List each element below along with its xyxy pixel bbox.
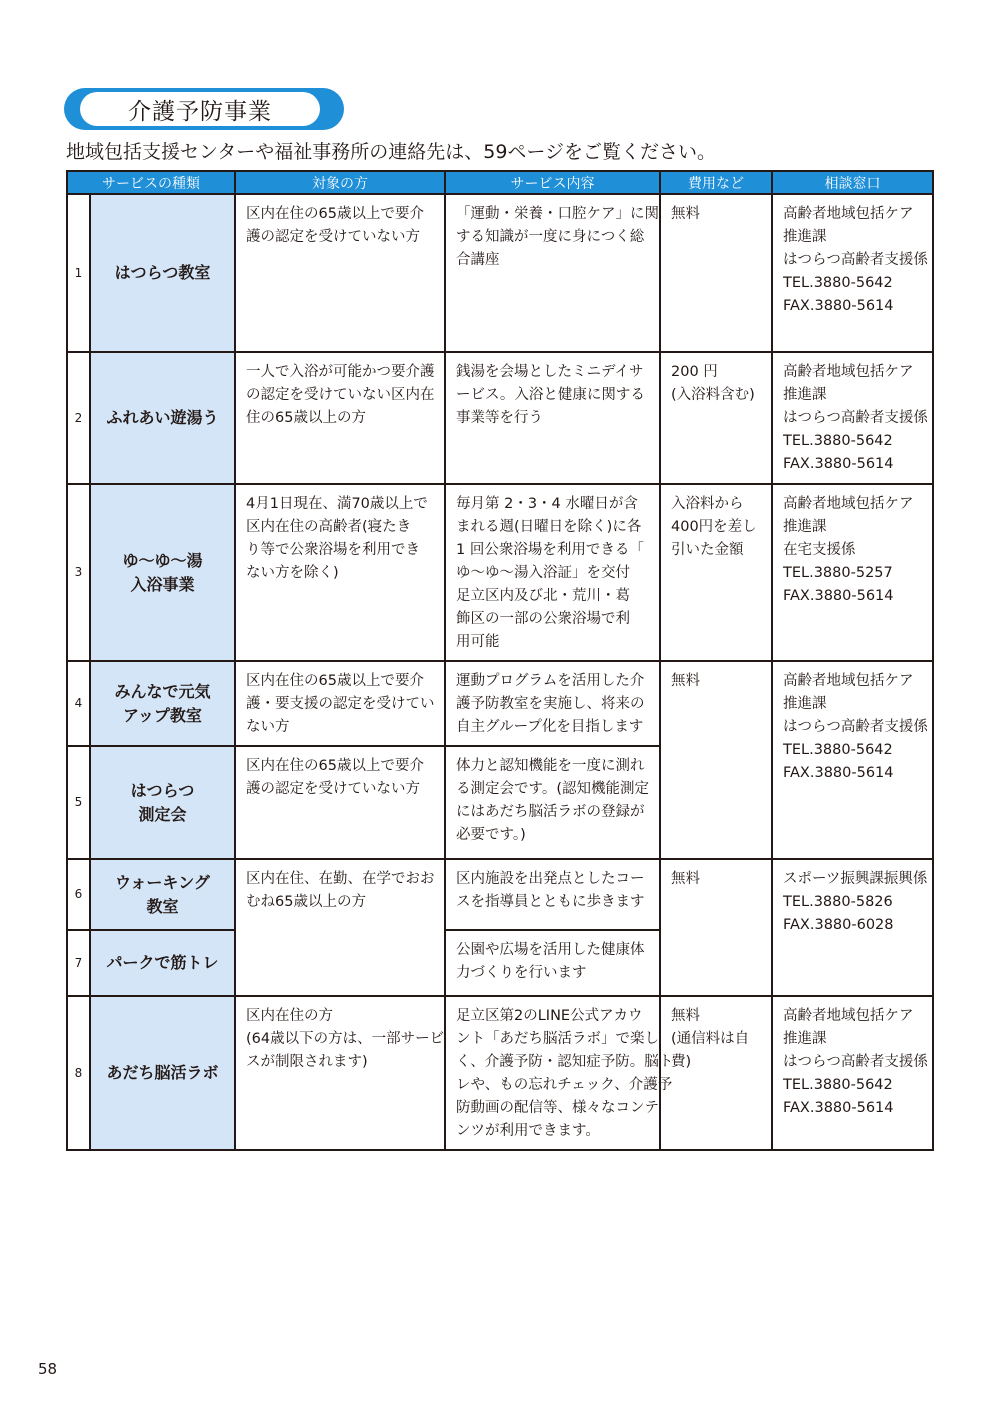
contact-cell: 高齢者地域包括ケア 推進課 はつらつ高齢者支援係 TEL.3880-5642 FAX.3880-5614: [772, 661, 933, 859]
cost-cell: 無料 (通信料は自 費): [660, 996, 772, 1150]
cost-cell: 200 円 (入浴料含む): [660, 352, 772, 484]
service-name: あだち脳活ラボ: [90, 996, 235, 1150]
content-cell: 体力と認知機能を一度に測れ る測定会です。(認知機能測定 にはあだち脳活ラボの登録が 必要です。): [445, 746, 660, 859]
header-service-type: サービスの種類: [67, 171, 235, 194]
page-title: 介護予防事業: [80, 92, 320, 126]
content-cell: 公園や広場を活用した健康体 力づくりを行います: [445, 930, 660, 996]
row-number: 4: [67, 661, 90, 746]
content-cell: 運動プログラムを活用した介 護予防教室を実施し、将来の 自主グループ化を目指します: [445, 661, 660, 746]
target-cell: 区内在住の65歳以上で要介 護の認定を受けていない方: [235, 194, 445, 352]
service-name: はつらつ 測定会: [90, 746, 235, 859]
content-cell: 区内施設を出発点としたコー スを指導員とともに歩きます: [445, 859, 660, 930]
target-cell: 区内在住、在勤、在学でおお むね65歳以上の方: [235, 859, 445, 996]
target-cell: 区内在住の65歳以上で要介 護・要支援の認定を受けてい ない方: [235, 661, 445, 746]
target-cell: 4月1日現在、満70歳以上で 区内在住の高齢者(寝たき り等で公衆浴場を利用でき ない方を除く): [235, 484, 445, 661]
table-row: [67, 194, 933, 352]
subtitle: 地域包括支援センターや福祉事務所の連絡先は、59ページをご覧ください。: [66, 141, 717, 163]
table-header: [67, 171, 933, 194]
contact-cell: 高齢者地域包括ケア 推進課 在宅支援係 TEL.3880-5257 FAX.3880-5614: [772, 484, 933, 661]
cost-cell: 無料: [660, 859, 772, 996]
row-number: 1: [67, 194, 90, 352]
header-cost: 費用など: [660, 171, 772, 194]
row-number: 5: [67, 746, 90, 859]
cost-cell: 無料: [660, 661, 772, 859]
service-name: パークで筋トレ: [90, 930, 235, 996]
content-cell: 「運動・栄養・口腔ケア」に関 する知識が一度に身につく総 合講座: [445, 194, 660, 352]
content-cell: 銭湯を会場としたミニデイサ ービス。入浴と健康に関する 事業等を行う: [445, 352, 660, 484]
page-number: 58: [38, 1360, 58, 1378]
header-target: 対象の方: [235, 171, 445, 194]
row-number: 3: [67, 484, 90, 661]
table-row: [67, 661, 933, 746]
service-table: [66, 170, 934, 1151]
target-cell: 一人で入浴が可能かつ要介護 の認定を受けていない区内在 住の65歳以上の方: [235, 352, 445, 484]
target-cell: 区内在住の方 (64歳以下の方は、一部サービ スが制限されます): [235, 996, 445, 1150]
header-contact: 相談窓口: [772, 171, 933, 194]
content-cell: 足立区第2のLINE公式アカウ ント「あだち脳活ラボ」で楽し く、介護予防・認知症予防。脳ト レや、もの忘れチェック、介護予 防動画の配信等、様々なコンテ ンツが利用できます。: [445, 996, 660, 1150]
cost-cell: 無料: [660, 194, 772, 352]
service-name: はつらつ教室: [90, 194, 235, 352]
service-name: みんなで元気 アップ教室: [90, 661, 235, 746]
table-row: [67, 859, 933, 930]
service-name: ゆ〜ゆ〜湯 入浴事業: [90, 484, 235, 661]
contact-cell: 高齢者地域包括ケア 推進課 はつらつ高齢者支援係 TEL.3880-5642 FAX.3880-5614: [772, 194, 933, 352]
table-row: [67, 484, 933, 661]
content-cell: 毎月第 2・3・4 水曜日が含 まれる週(日曜日を除く)に各 1 回公衆浴場を利用できる「 ゆ〜ゆ〜湯入浴証」を交付 足立区内及び北・荒川・葛 飾区の一部の公衆浴場で利 用可能: [445, 484, 660, 661]
cost-cell: 入浴料から 400円を差し 引いた金額: [660, 484, 772, 661]
header-content: サービス内容: [445, 171, 660, 194]
target-cell: 区内在住の65歳以上で要介 護の認定を受けていない方: [235, 746, 445, 859]
title-banner: [64, 88, 344, 130]
row-number: 7: [67, 930, 90, 996]
table-row: [67, 996, 933, 1150]
contact-cell: 高齢者地域包括ケア 推進課 はつらつ高齢者支援係 TEL.3880-5642 FAX.3880-5614: [772, 996, 933, 1150]
table-row: [67, 352, 933, 484]
service-name: ふれあい遊湯う: [90, 352, 235, 484]
service-name: ウォーキング 教室: [90, 859, 235, 930]
row-number: 6: [67, 859, 90, 930]
row-number: 8: [67, 996, 90, 1150]
contact-cell: 高齢者地域包括ケア 推進課 はつらつ高齢者支援係 TEL.3880-5642 FAX.3880-5614: [772, 352, 933, 484]
row-number: 2: [67, 352, 90, 484]
contact-cell: スポーツ振興課振興係 TEL.3880-5826 FAX.3880-6028: [772, 859, 933, 996]
